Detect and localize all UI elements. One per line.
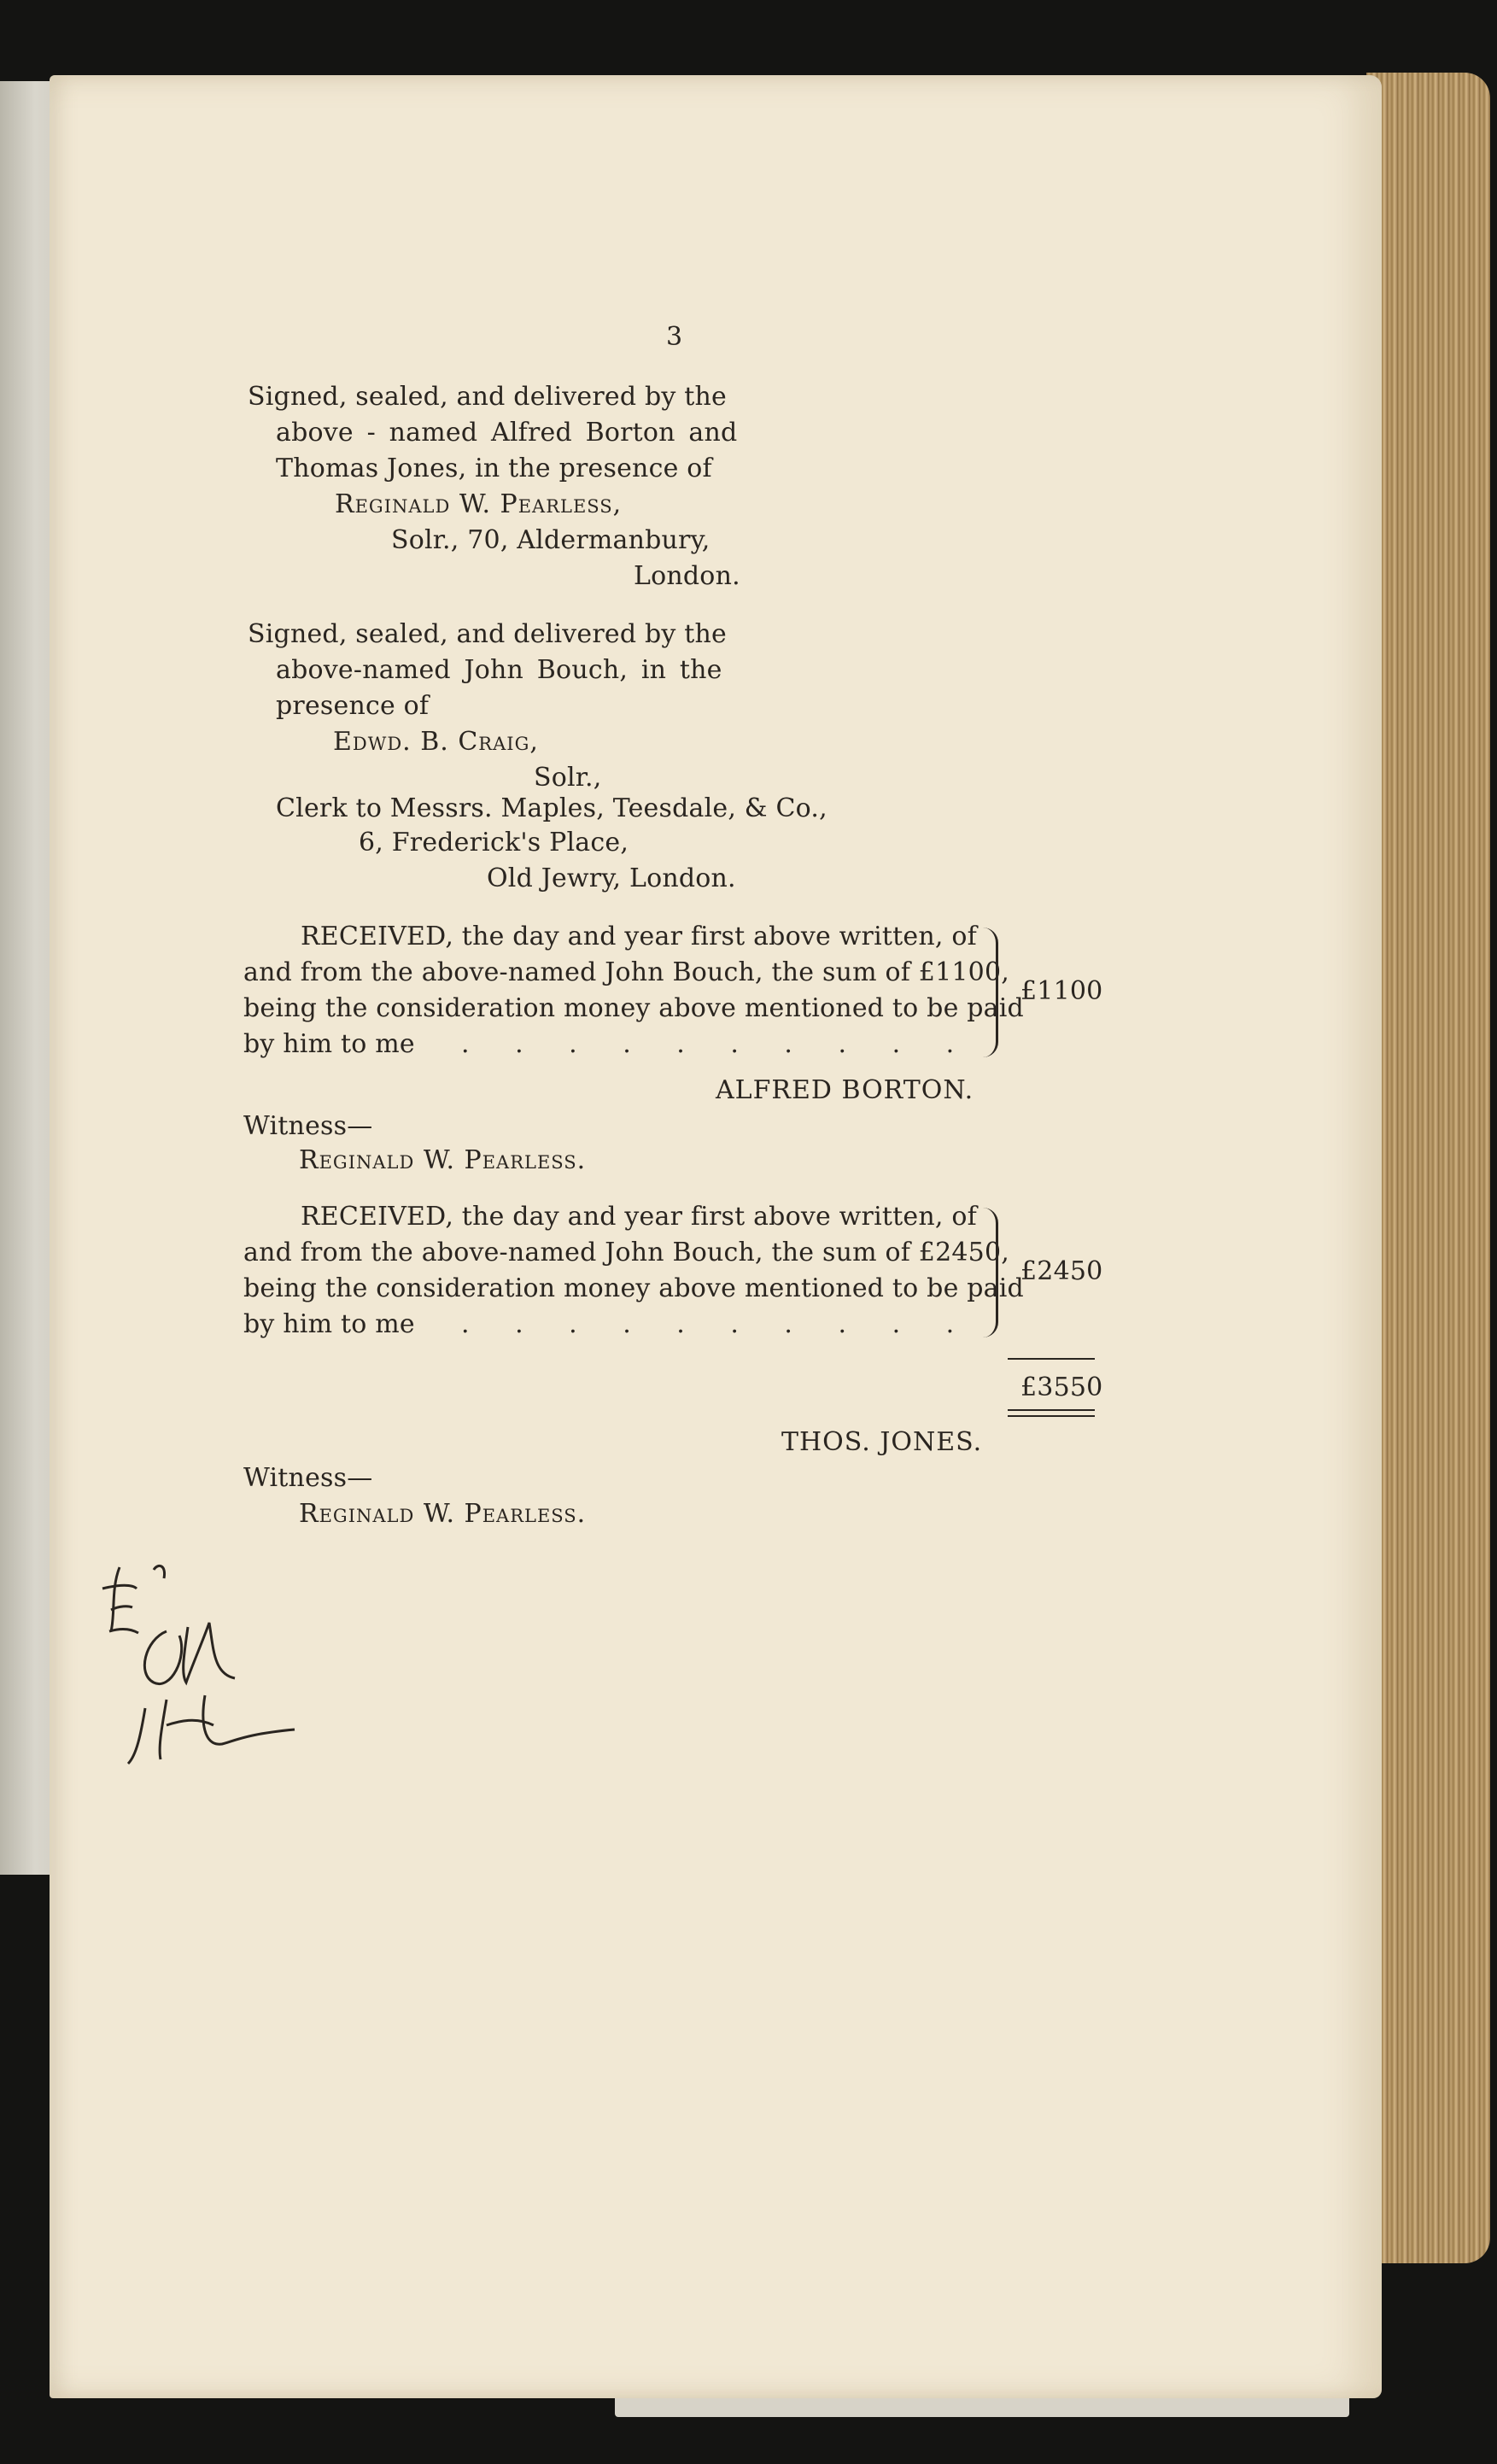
receipt1-line-4: by him to me — [243, 1029, 415, 1059]
block2-title: Solr., — [534, 763, 602, 793]
book-page-edges — [1366, 73, 1490, 2263]
page-number: 3 — [666, 322, 683, 352]
receipt1-line-2: and from the above-named John Bouch, the sum of £1100, — [243, 957, 1009, 987]
total-rule-double-1 — [1008, 1409, 1095, 1411]
receipt1-witness-label: Witness— — [243, 1111, 373, 1141]
receipt1-line-1: RECEIVED, the day and year first above written, of — [301, 922, 977, 951]
receipt2-line-4: by him to me — [243, 1309, 415, 1339]
block1-address-2: London. — [634, 561, 740, 591]
block1-line-1: Signed, sealed, and delivered by the — [248, 382, 728, 412]
total-rule-top — [1008, 1358, 1095, 1360]
receipt2-leader-dots: . . . . . . . . . . — [461, 1309, 974, 1339]
block2-address-2: 6, Frederick's Place, — [359, 828, 629, 857]
receipt1-leader-dots: . . . . . . . . . . — [461, 1029, 974, 1059]
block2-line-2: above-named John Bouch, in the — [276, 655, 722, 685]
receipt2-signatory: THOS. JONES. — [781, 1427, 983, 1457]
receipt1-witness-name: Reginald W. Pearless. — [299, 1145, 587, 1175]
block2-line-1: Signed, sealed, and delivered by the — [248, 619, 728, 649]
receipt2-line-3: being the consideration money above mentioned to be paid — [243, 1273, 1024, 1303]
block2-line-3: presence of — [276, 691, 430, 721]
receipt1-brace — [980, 928, 998, 1057]
handwritten-annotation — [85, 1554, 307, 1776]
block1-line-2: above - named Alfred Borton and — [276, 418, 738, 448]
block2-witness-name: Edwd. B. Craig, — [333, 727, 539, 757]
block1-address-1: Solr., 70, Aldermanbury, — [391, 525, 710, 555]
receipt2-brace — [980, 1208, 998, 1337]
receipt1-signatory: ALFRED BORTON. — [716, 1075, 974, 1105]
total-rule-double-2 — [1008, 1415, 1095, 1417]
receipt1-amount: £1100 — [1020, 976, 1103, 1006]
receipt2-witness-label: Witness— — [243, 1463, 373, 1493]
receipt-total: £3550 — [1020, 1372, 1103, 1402]
receipt2-line-2: and from the above-named John Bouch, the sum of £2450, — [243, 1238, 1009, 1267]
block2-address-1: Clerk to Messrs. Maples, Teesdale, & Co., — [276, 793, 827, 823]
receipt2-amount: £2450 — [1020, 1256, 1103, 1286]
receipt2-witness-name: Reginald W. Pearless. — [299, 1499, 587, 1529]
receipt1-line-3: being the consideration money above mentioned to be paid — [243, 993, 1024, 1023]
block2-address-3: Old Jewry, London. — [487, 863, 736, 893]
block1-witness-name: Reginald W. Pearless, — [335, 489, 623, 519]
receipt2-line-1: RECEIVED, the day and year first above written, of — [301, 1202, 977, 1232]
block1-line-3: Thomas Jones, in the presence of — [276, 454, 712, 483]
